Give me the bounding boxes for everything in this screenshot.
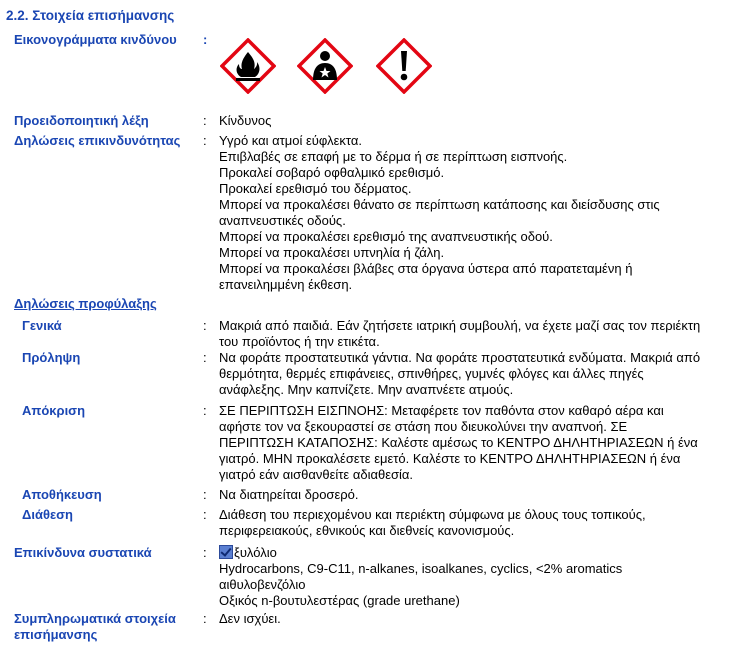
text-line: ΠΕΡΙΠΤΩΣΗ ΚΑΤΑΠΟΣΗΣ: Καλέστε αμέσως το ΚΕΝΤΡΟ ΔΗΛΗΤΗΡΙΑΣΕΩΝ ή ένα bbox=[219, 435, 698, 450]
hazard-statements-label: Δηλώσεις επικινδυνότητας bbox=[14, 133, 181, 148]
supplementary-value: Δεν ισχύει. bbox=[219, 611, 281, 626]
flame-icon bbox=[220, 38, 276, 94]
text-line: θερμότητα, θερμές επιφάνειες, σπινθήρες, γυμνές φλόγες και άλλες πηγές bbox=[219, 366, 644, 381]
storage-label: Αποθήκευση bbox=[22, 487, 102, 502]
hazard-statement: Προκαλεί σοβαρό οφθαλμικό ερεθισμό. bbox=[219, 165, 445, 180]
hazardous-components-list bbox=[219, 545, 739, 609]
component-line: Οξικός n-βουτυλεστέρας (grade urethane) bbox=[219, 593, 460, 608]
precautionary-statements-label: Δηλώσεις προφύλαξης bbox=[14, 296, 157, 311]
hazard-statements-list bbox=[219, 133, 739, 293]
supplementary-label-line: επισήμανσης bbox=[14, 627, 98, 642]
pictograms-label: Εικονογράμματα κινδύνου bbox=[14, 32, 177, 47]
hazard-statement: Μπορεί να προκαλέσει υπνηλία ή ζάλη. bbox=[219, 245, 445, 260]
disposal-label: Διάθεση bbox=[22, 507, 73, 522]
hazard-statement: επανειλημμένη έκθεση. bbox=[219, 277, 353, 292]
colon: : bbox=[203, 113, 207, 128]
text-line: Να φοράτε προστατευτικά γάντια. Να φοράτε προστατευτικά ενδύματα. Μακριά από bbox=[219, 350, 701, 365]
colon: : bbox=[203, 32, 208, 47]
exclamation-mark-icon bbox=[376, 38, 432, 94]
colon: : bbox=[203, 545, 207, 560]
hazard-statement: Υγρό και ατμοί εύφλεκτα. bbox=[219, 133, 362, 148]
text-line: Διάθεση του περιεχομένου και περιέκτη σύμφωνα με όλους τους τοπικούς, bbox=[219, 507, 646, 522]
colon: : bbox=[203, 507, 207, 522]
section-heading: 2.2. Στοιχεία επισήμανσης bbox=[6, 8, 175, 23]
colon: : bbox=[203, 403, 207, 418]
general-text bbox=[219, 318, 739, 350]
disposal-text bbox=[219, 507, 739, 539]
prevention-label: Πρόληψη bbox=[22, 350, 81, 365]
supplementary-label bbox=[14, 611, 176, 643]
text-line: αφήστε τον να ξεκουραστεί σε στάση που διευκολύνει την αναπνοή. ΣΕ bbox=[219, 419, 628, 434]
colon: : bbox=[203, 611, 207, 626]
text-line: γιατρό εάν αισθανθείτε αδιαθεσία. bbox=[219, 467, 414, 482]
component-line bbox=[219, 545, 739, 561]
hazard-statement: Μπορεί να προκαλέσει θάνατο σε περίπτωση κατάποσης και διείσδυσης στις bbox=[219, 197, 660, 212]
hazard-statement: Προκαλεί ερεθισμό του δέρματος. bbox=[219, 181, 412, 196]
colon: : bbox=[203, 133, 207, 148]
hazard-statement: Μπορεί να προκαλέσει βλάβες στα όργανα ύστερα από παρατεταμένη ή bbox=[219, 261, 633, 276]
component-name: ξυλόλιο bbox=[234, 545, 277, 560]
signal-word-value: Κίνδυνος bbox=[219, 113, 272, 128]
health-hazard-icon bbox=[297, 38, 353, 94]
storage-text bbox=[219, 487, 739, 503]
general-label: Γενικά bbox=[22, 318, 62, 333]
text-line: ΣΕ ΠΕΡΙΠΤΩΣΗ ΕΙΣΠΝΟΗΣ: Μεταφέρετε τον παθόντα στον καθαρό αέρα και bbox=[219, 403, 664, 418]
text-line: ανάφλεξης. Μην καπνίζετε. Μην αναπνέετε ατμούς. bbox=[219, 382, 514, 397]
hazard-statement: Επιβλαβές σε επαφή με το δέρμα ή σε περίπτωση εισπνοής. bbox=[219, 149, 568, 164]
component-line: Hydrocarbons, C9-C11, n-alkanes, isoalkanes, cyclics, <2% aromatics bbox=[219, 561, 623, 576]
response-text bbox=[219, 403, 739, 483]
text-line: περιφερειακούς, εθνικούς και διεθνείς κανονισμούς. bbox=[219, 523, 515, 538]
signal-word-label: Προειδοποιητική λέξη bbox=[14, 113, 149, 128]
colon: : bbox=[203, 318, 207, 333]
hazard-statement: αναπνευστικές οδούς. bbox=[219, 213, 346, 228]
text-line: Μακριά από παιδιά. Εάν ζητήσετε ιατρική συμβουλή, να έχετε μαζί σας τον περιέκτη bbox=[219, 318, 701, 333]
colon: : bbox=[203, 487, 207, 502]
hazard-statement: Μπορεί να προκαλέσει ερεθισμό της αναπνευστικής οδού. bbox=[219, 229, 553, 244]
text-line: Να διατηρείται δροσερό. bbox=[219, 487, 359, 502]
hazardous-components-label: Επικίνδυνα συστατικά bbox=[14, 545, 152, 560]
supplementary-label-line: Συμπληρωματικά στοιχεία bbox=[14, 611, 176, 626]
text-line: γιατρό. ΜΗΝ προκαλέσετε εμετό. Καλέστε το ΚΕΝΤΡΟ ΔΗΛΗΤΗΡΙΑΣΕΩΝ ή ένα bbox=[219, 451, 681, 466]
checkbox-icon[interactable] bbox=[219, 545, 233, 559]
component-line: αιθυλοβενζόλιο bbox=[219, 577, 306, 592]
text-line: του προϊόντος ή την ετικέτα. bbox=[219, 334, 380, 349]
colon: : bbox=[203, 350, 207, 365]
response-label: Απόκριση bbox=[22, 403, 86, 418]
prevention-text bbox=[219, 350, 739, 398]
